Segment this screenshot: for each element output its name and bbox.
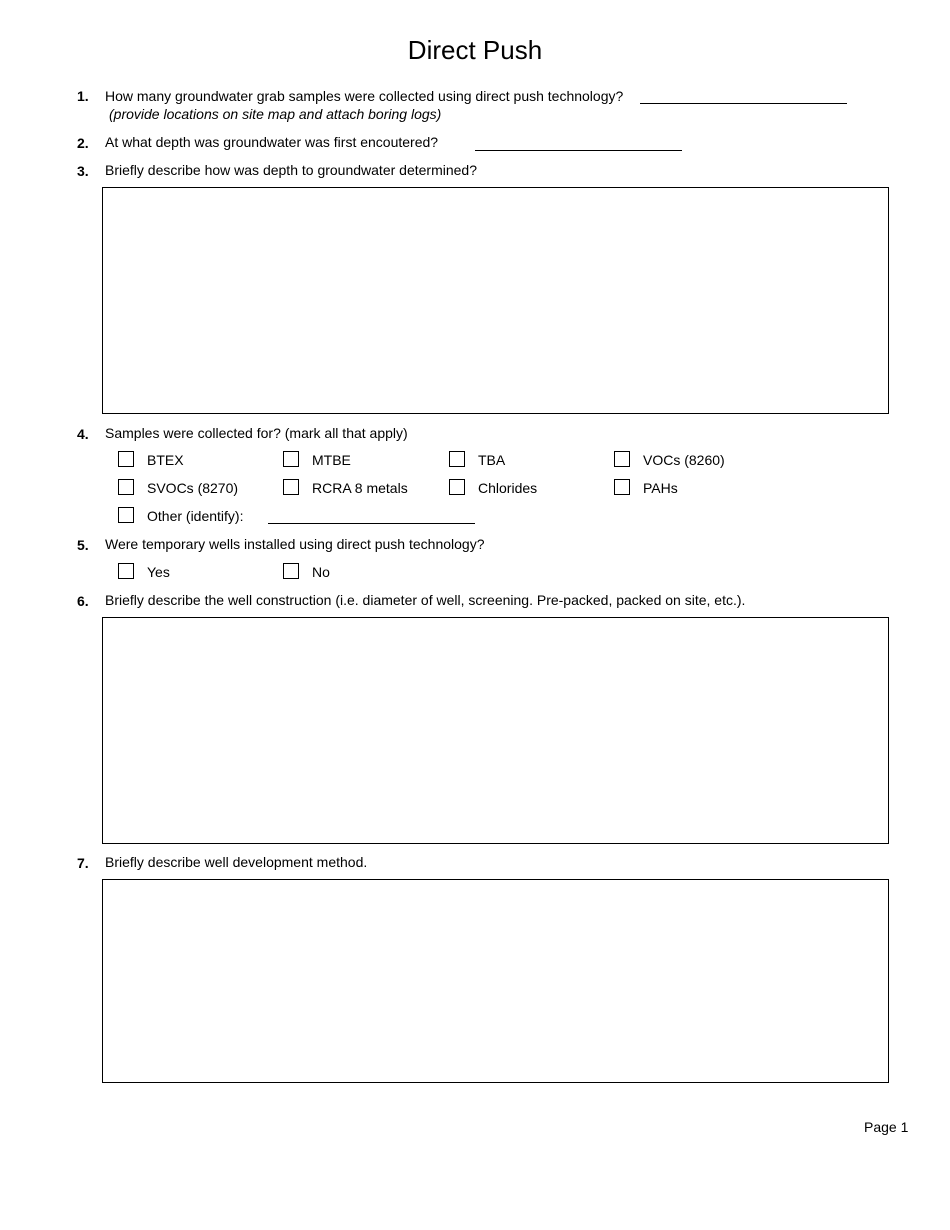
checkbox-chlorides[interactable] [449,479,465,495]
q1-text: How many groundwater grab samples were collected using direct push technology? [105,88,624,104]
checkbox-yes[interactable] [118,563,134,579]
checkbox-chlorides-label: Chlorides [478,480,538,496]
q1-answer-line[interactable] [640,103,847,104]
checkbox-rcra-label: RCRA 8 metals [312,480,408,496]
q4-text: Samples were collected for? (mark all that apply) [105,425,408,441]
page-number: Page 1 [864,1119,909,1135]
q7-number: 7. [77,855,89,871]
q7-text: Briefly describe well development method. [105,854,368,870]
q6-text: Briefly describe the well construction (i.e. diameter of well, screening. Pre-packed, packed on site, etc.). [105,592,746,608]
q3-number: 3. [77,163,89,179]
checkbox-other-label: Other (identify): [147,508,244,524]
checkbox-rcra[interactable] [283,479,299,495]
q5-text: Were temporary wells installed using direct push technology? [105,536,485,552]
checkbox-other[interactable] [118,507,134,523]
checkbox-yes-label: Yes [147,564,170,580]
q7-answer-box[interactable] [102,879,889,1083]
q1-note: (provide locations on site map and attach boring logs) [109,106,442,122]
checkbox-mtbe-label: MTBE [312,452,351,468]
checkbox-mtbe[interactable] [283,451,299,467]
q2-answer-line[interactable] [475,150,682,151]
page-title: Direct Push [407,35,543,65]
q4-number: 4. [77,426,89,442]
other-identify-line[interactable] [268,523,475,524]
checkbox-vocs[interactable] [614,451,630,467]
checkbox-vocs-label: VOCs (8260) [643,452,725,468]
q1-number: 1. [77,88,89,104]
checkbox-svocs[interactable] [118,479,134,495]
checkbox-pahs-label: PAHs [643,480,678,496]
checkbox-svocs-label: SVOCs (8270) [147,480,239,496]
checkbox-tba-label: TBA [478,452,506,468]
q2-text: At what depth was groundwater was first encoutered? [105,134,439,150]
checkbox-pahs[interactable] [614,479,630,495]
q3-answer-box[interactable] [102,187,889,414]
checkbox-tba[interactable] [449,451,465,467]
checkbox-no[interactable] [283,563,299,579]
q2-number: 2. [77,135,89,151]
q5-number: 5. [77,537,89,553]
q3-text: Briefly describe how was depth to groundwater determined? [105,162,477,178]
checkbox-no-label: No [312,564,330,580]
q6-answer-box[interactable] [102,617,889,844]
checkbox-btex-label: BTEX [147,452,184,468]
checkbox-btex[interactable] [118,451,134,467]
q6-number: 6. [77,593,89,609]
